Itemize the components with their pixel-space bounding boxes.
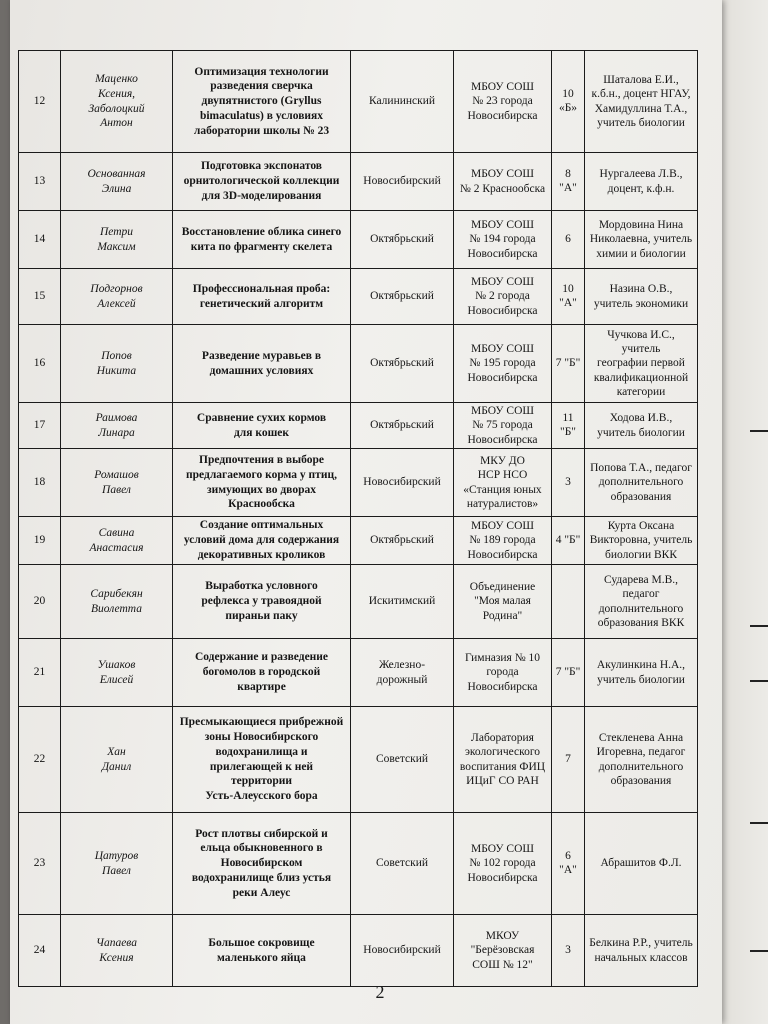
project-topic-line: Содержание и разведение xyxy=(194,651,329,664)
underlying-table-line xyxy=(750,680,768,682)
school-line: № 194 города xyxy=(469,233,536,246)
mentor-line: Викторовна, учитель xyxy=(589,534,693,547)
school-cell xyxy=(454,325,552,403)
student-name-line: Заболоцкий xyxy=(88,102,145,115)
project-topic-line: территории xyxy=(230,775,293,788)
mentor-line: Акулинкина Н.А., xyxy=(596,659,686,672)
district-cell xyxy=(351,639,454,707)
project-topic-cell xyxy=(173,211,351,269)
school-cell xyxy=(454,639,552,707)
project-topic-line: двупятнистого (Gryllus xyxy=(201,95,322,108)
district-line: Новосибирский xyxy=(363,175,441,188)
student-name-cell xyxy=(61,517,173,565)
project-topic-cell xyxy=(173,915,351,987)
mentor-line: Абрашитов Ф.Л. xyxy=(600,857,682,870)
student-name-line: Анастасия xyxy=(89,541,144,554)
participants-table xyxy=(18,50,698,987)
district-cell xyxy=(351,153,454,211)
grade-line: "А" xyxy=(559,296,577,309)
school-cell xyxy=(454,915,552,987)
student-name-line: Елисей xyxy=(99,673,134,686)
mentor-line: Чучкова И.С., учитель xyxy=(607,328,675,355)
project-topic-line: Большое сокровище xyxy=(208,936,315,949)
student-name-cell xyxy=(61,707,173,813)
project-topic-line: кита по фрагменту скелета xyxy=(190,240,333,253)
school-line: Новосибирска xyxy=(467,304,538,317)
school-line: воспитания ФИЦ xyxy=(459,760,546,773)
project-topic-line: богомолов в городской xyxy=(202,666,321,679)
grade-cell xyxy=(552,325,585,403)
student-name-cell xyxy=(61,639,173,707)
mentor-line: учитель экономики xyxy=(593,297,689,310)
mentor-line: квалификационной xyxy=(593,371,689,384)
project-topic-line: Выработка условного xyxy=(205,580,318,593)
school-line: № 2 города xyxy=(475,290,530,303)
student-name-line: Никита xyxy=(96,364,137,377)
project-topic-line: домашних условиях xyxy=(209,364,314,377)
school-line: МБОУ СОШ xyxy=(470,343,534,356)
project-topic-line: рефлекса у травоядной xyxy=(201,595,322,608)
student-name-line: Данил xyxy=(101,760,132,773)
student-name-line: Чапаева xyxy=(96,936,137,949)
project-topic-line: Подготовка экспонатов xyxy=(200,160,322,173)
row-number-cell: 19 xyxy=(19,517,61,565)
student-name-line: Цатуров xyxy=(94,849,139,862)
project-topic-cell xyxy=(173,153,351,211)
district-cell xyxy=(351,565,454,639)
school-line: Новосибирска xyxy=(467,371,538,384)
school-line: МБОУ СОШ xyxy=(470,168,534,181)
student-name-line: Основанная xyxy=(87,167,146,180)
school-cell xyxy=(454,813,552,915)
project-topic-line: Новосибирском xyxy=(220,857,303,870)
district-line: Октябрьский xyxy=(370,233,434,246)
grade-cell xyxy=(552,153,585,211)
table-row xyxy=(19,403,698,449)
row-number-cell: 17 xyxy=(19,403,61,449)
school-line: Новосибирска xyxy=(467,433,538,446)
student-name-line: Ромашов xyxy=(94,468,139,481)
grade-line: 10 xyxy=(562,87,574,100)
student-name-line: Маценко xyxy=(95,73,138,86)
school-line: Родина" xyxy=(482,609,523,622)
student-name-line: Савина xyxy=(98,526,135,539)
mentor-cell xyxy=(585,51,698,153)
grade-cell xyxy=(552,707,585,813)
mentor-line: Мордовина Нина xyxy=(598,218,684,231)
mentor-line: дополнительного xyxy=(598,476,684,489)
student-name-cell xyxy=(61,51,173,153)
school-line: Новосибирска xyxy=(467,871,538,884)
project-topic-line: разведения сверчка xyxy=(210,80,313,93)
grade-line: 3 xyxy=(565,943,571,956)
table-row xyxy=(19,325,698,403)
mentor-line: химии и биологии xyxy=(596,247,686,260)
grade-cell xyxy=(552,403,585,449)
mentor-line: начальных классов xyxy=(594,951,688,964)
project-topic-line: ельца обыкновенного в xyxy=(200,842,323,855)
district-cell xyxy=(351,403,454,449)
school-line: «Станция юных xyxy=(463,483,542,496)
table-row xyxy=(19,707,698,813)
row-number-cell: 23 xyxy=(19,813,61,915)
grade-cell xyxy=(552,51,585,153)
mentor-line: учитель биологии xyxy=(597,116,685,129)
mentor-line: образования xyxy=(610,774,672,787)
school-line: № 75 города xyxy=(472,419,533,432)
project-topic-line: зоны Новосибирского xyxy=(204,731,319,744)
table-row xyxy=(19,51,698,153)
school-line: экологического xyxy=(464,746,541,759)
table-row xyxy=(19,639,698,707)
mentor-line: дополнительного xyxy=(598,602,684,615)
mentor-line: учитель биологии xyxy=(597,426,685,439)
school-line: МКУ ДО xyxy=(480,455,525,468)
table-body xyxy=(19,51,698,987)
project-topic-cell xyxy=(173,325,351,403)
project-topic-line: Усть-Алеусского бора xyxy=(205,789,318,802)
mentor-cell xyxy=(585,565,698,639)
student-name-cell xyxy=(61,211,173,269)
school-line: МБОУ СОШ xyxy=(470,843,534,856)
school-line: № 2 Краснообска xyxy=(459,182,546,195)
school-line: Новосибирска xyxy=(467,548,538,561)
school-line: № 102 города xyxy=(469,857,536,870)
row-number-cell: 12 xyxy=(19,51,61,153)
mentor-line: Попова Т.А., педагог xyxy=(590,461,692,474)
grade-line: 8 "А" xyxy=(559,167,577,194)
row-number-cell: 21 xyxy=(19,639,61,707)
student-name-line: Максим xyxy=(97,240,136,253)
table-row xyxy=(19,813,698,915)
school-line: "Берёзовская xyxy=(470,944,535,957)
student-name-line: Ушаков xyxy=(97,658,136,671)
school-line: Лаборатория xyxy=(471,732,534,745)
student-name-cell xyxy=(61,565,173,639)
project-topic-cell xyxy=(173,813,351,915)
mentor-cell xyxy=(585,707,698,813)
mentor-line: дополнительного xyxy=(598,760,684,773)
student-name-line: Виолетта xyxy=(91,602,142,615)
district-line: Октябрьский xyxy=(370,357,434,370)
mentor-line: географии первой xyxy=(597,357,685,370)
mentor-cell xyxy=(585,403,698,449)
district-cell xyxy=(351,813,454,915)
student-name-line: Павел xyxy=(102,864,131,877)
school-line: МБОУ СОШ xyxy=(470,276,534,289)
mentor-cell xyxy=(585,915,698,987)
mentor-line: Назина О.В., xyxy=(609,283,673,296)
grade-line: 4 "Б" xyxy=(555,533,581,546)
table-row xyxy=(19,269,698,325)
mentor-cell xyxy=(585,325,698,403)
grade-line: 7 "Б" xyxy=(555,665,581,678)
student-name-line: Павел xyxy=(102,483,131,496)
school-cell xyxy=(454,269,552,325)
student-name-line: Хан xyxy=(107,745,126,758)
row-number-cell: 15 xyxy=(19,269,61,325)
student-name-cell xyxy=(61,813,173,915)
grade-line: «Б» xyxy=(558,101,578,114)
student-name-line: Ксения xyxy=(99,951,134,964)
mentor-line: Николаевна, учитель xyxy=(589,233,693,246)
project-topic-line: генетический алгоритм xyxy=(199,297,324,310)
school-line: № 23 города xyxy=(472,95,533,108)
underlying-table-line xyxy=(750,430,768,432)
table-row xyxy=(19,565,698,639)
project-topic-line: Предпочтения в выборе xyxy=(199,454,324,467)
mentor-line: Нургалеева Л.В., xyxy=(599,168,683,181)
mentor-line: учитель биологии xyxy=(597,673,685,686)
row-number-cell: 18 xyxy=(19,449,61,517)
project-topic-cell xyxy=(173,403,351,449)
project-topic-cell xyxy=(173,639,351,707)
district-line: Железно- xyxy=(378,658,426,671)
school-line: МБОУ СОШ xyxy=(470,219,534,232)
district-line: Советский xyxy=(375,753,429,766)
mentor-cell xyxy=(585,813,698,915)
project-topic-line: Сравнение сухих кормов xyxy=(196,411,327,424)
row-number-cell: 20 xyxy=(19,565,61,639)
mentor-line: Хамидуллина Т.А., xyxy=(594,102,688,115)
grade-line: 7 "Б" xyxy=(555,356,581,369)
school-line: Объединение xyxy=(469,581,536,594)
school-line: ИЦиГ СО РАН xyxy=(466,774,539,787)
mentor-line: Курта Оксана xyxy=(607,519,675,532)
district-line: Октябрьский xyxy=(370,419,434,432)
grade-cell xyxy=(552,517,585,565)
student-name-line: Ксения, xyxy=(97,87,136,100)
grade-line: 6 xyxy=(565,232,571,245)
project-topic-line: зимующих во дворах xyxy=(207,483,316,496)
school-line: МБОУ СОШ xyxy=(470,405,534,418)
district-cell xyxy=(351,707,454,813)
row-number-cell: 24 xyxy=(19,915,61,987)
mentor-line: Игоревна, педагог xyxy=(596,746,686,759)
school-cell xyxy=(454,153,552,211)
table-row xyxy=(19,449,698,517)
grade-line: 6 "А" xyxy=(559,849,577,876)
project-topic-line: прилегающей к ней xyxy=(209,760,314,773)
table-row xyxy=(19,517,698,565)
school-line: Новосибирска xyxy=(467,109,538,122)
district-line: дорожный xyxy=(376,673,428,686)
student-name-line: Антон xyxy=(100,117,133,130)
project-topic-line: декоративных кроликов xyxy=(197,548,326,561)
grade-cell xyxy=(552,915,585,987)
project-topic-line: Профессиональная проба: xyxy=(192,282,331,295)
table-row xyxy=(19,211,698,269)
grade-cell xyxy=(552,449,585,517)
project-topic-line: квартире xyxy=(237,680,286,693)
school-line: "Моя малая xyxy=(474,595,531,608)
mentor-line: к.б.н., доцент НГАУ, xyxy=(591,88,691,101)
mentor-cell xyxy=(585,153,698,211)
district-cell xyxy=(351,517,454,565)
project-topic-line: маленького яйца xyxy=(217,951,306,964)
mentor-cell xyxy=(585,449,698,517)
project-topic-line: Рост плотвы сибирской и xyxy=(195,827,328,840)
grade-cell xyxy=(552,565,585,639)
school-cell xyxy=(454,211,552,269)
table-row xyxy=(19,153,698,211)
district-line: Калининский xyxy=(368,95,436,108)
grade-cell xyxy=(552,813,585,915)
row-number-cell: 14 xyxy=(19,211,61,269)
project-topic-line: Краснообска xyxy=(228,498,295,511)
school-cell xyxy=(454,707,552,813)
grade-line: 7 xyxy=(565,752,571,765)
student-name-cell xyxy=(61,403,173,449)
project-topic-line: водохранилище близ устья xyxy=(191,871,332,884)
student-name-cell xyxy=(61,449,173,517)
mentor-line: Белкина Р.Р., учитель xyxy=(589,937,693,950)
school-line: Новосибирска xyxy=(467,680,538,693)
school-cell xyxy=(454,517,552,565)
district-cell xyxy=(351,269,454,325)
project-topic-line: для 3D-моделирования xyxy=(201,189,322,202)
school-line: натуралистов» xyxy=(466,497,539,510)
row-number-cell: 22 xyxy=(19,707,61,813)
mentor-cell xyxy=(585,517,698,565)
school-line: СОШ № 12" xyxy=(472,958,533,971)
project-topic-line: условий дома для содержания xyxy=(183,534,340,547)
project-topic-line: Разведение муравьев в xyxy=(201,349,322,362)
grade-line: 3 xyxy=(565,475,571,488)
project-topic-line: лаборатории школы № 23 xyxy=(193,124,330,137)
student-name-cell xyxy=(61,325,173,403)
project-topic-cell xyxy=(173,517,351,565)
district-line: Новосибирский xyxy=(363,476,441,489)
school-cell xyxy=(454,449,552,517)
project-topic-line: Пресмыкающиеся прибрежной xyxy=(179,716,344,729)
school-line: Новосибирска xyxy=(467,247,538,260)
project-topic-line: орнитологической коллекции xyxy=(183,175,340,188)
project-topic-line: Восстановление облика синего xyxy=(181,225,342,238)
row-number-cell: 13 xyxy=(19,153,61,211)
district-cell xyxy=(351,449,454,517)
project-topic-cell xyxy=(173,51,351,153)
school-line: МКОУ xyxy=(485,930,520,943)
underlying-table-line xyxy=(750,822,768,824)
project-topic-line: Оптимизация технологии xyxy=(194,65,329,78)
student-name-line: Раимова xyxy=(95,411,138,424)
mentor-cell xyxy=(585,269,698,325)
district-line: Октябрьский xyxy=(370,534,434,547)
grade-line: 10 xyxy=(562,282,574,295)
school-line: НСР НСО xyxy=(477,469,528,482)
school-cell xyxy=(454,51,552,153)
grade-line: 11 xyxy=(562,411,574,424)
project-topic-cell xyxy=(173,707,351,813)
student-name-cell xyxy=(61,915,173,987)
project-topic-line: пираньи паку xyxy=(225,609,298,622)
project-topic-line: предлагаемого корма у птиц, xyxy=(186,468,337,481)
school-line: № 189 города xyxy=(469,534,536,547)
district-line: Искитимский xyxy=(368,595,436,608)
district-cell xyxy=(351,211,454,269)
student-name-line: Петри xyxy=(99,225,134,238)
project-topic-line: для кошек xyxy=(233,426,290,439)
project-topic-cell xyxy=(173,449,351,517)
project-topic-line: водохранилища и xyxy=(215,745,308,758)
grade-cell xyxy=(552,639,585,707)
student-name-line: Элина xyxy=(101,182,132,195)
district-line: Советский xyxy=(375,857,429,870)
mentor-cell xyxy=(585,211,698,269)
student-name-line: Сарибекян xyxy=(90,587,143,600)
mentor-line: Сударева М.В., xyxy=(604,573,678,586)
project-topic-line: реки Алеус xyxy=(232,886,291,899)
district-cell xyxy=(351,325,454,403)
school-cell xyxy=(454,565,552,639)
grade-cell xyxy=(552,269,585,325)
student-name-line: Подгорнов xyxy=(90,282,143,295)
district-line: Октябрьский xyxy=(370,290,434,303)
mentor-line: педагог xyxy=(622,588,660,601)
mentor-line: Стекленева Анна xyxy=(598,731,684,744)
student-name-line: Алексей xyxy=(97,297,136,310)
row-number-cell: 16 xyxy=(19,325,61,403)
project-topic-line: Создание оптимальных xyxy=(199,519,324,532)
school-line: МБОУ СОШ xyxy=(470,520,534,533)
school-cell xyxy=(454,403,552,449)
student-name-cell xyxy=(61,153,173,211)
school-line: № 195 города xyxy=(469,357,536,370)
district-cell xyxy=(351,915,454,987)
district-cell xyxy=(351,51,454,153)
district-line: Новосибирский xyxy=(363,944,441,957)
project-topic-line: bimaculatus) в условиях xyxy=(199,109,324,122)
student-name-cell xyxy=(61,269,173,325)
project-topic-cell xyxy=(173,269,351,325)
underlying-table-line xyxy=(750,950,768,952)
mentor-line: образования ВКК xyxy=(597,616,685,629)
mentor-line: доцент, к.ф.н. xyxy=(607,182,675,195)
underlying-table-line xyxy=(750,625,768,627)
school-line: Гимназия № 10 xyxy=(464,652,541,665)
mentor-line: биологии ВКК xyxy=(604,548,677,561)
project-topic-cell xyxy=(173,565,351,639)
mentor-cell xyxy=(585,639,698,707)
school-line: города xyxy=(486,666,519,679)
school-line: МБОУ СОШ xyxy=(470,81,534,94)
mentor-line: категории xyxy=(616,386,666,399)
student-name-line: Попов xyxy=(101,349,132,362)
grade-cell xyxy=(552,211,585,269)
grade-line: "Б" xyxy=(560,425,576,438)
mentor-line: Ходова И.В., xyxy=(609,412,673,425)
mentor-line: Шаталова Е.И., xyxy=(603,73,679,86)
table-row xyxy=(19,915,698,987)
page-number: 2 xyxy=(375,982,385,1002)
mentor-line: образования xyxy=(610,490,672,503)
student-name-line: Линара xyxy=(98,426,135,439)
